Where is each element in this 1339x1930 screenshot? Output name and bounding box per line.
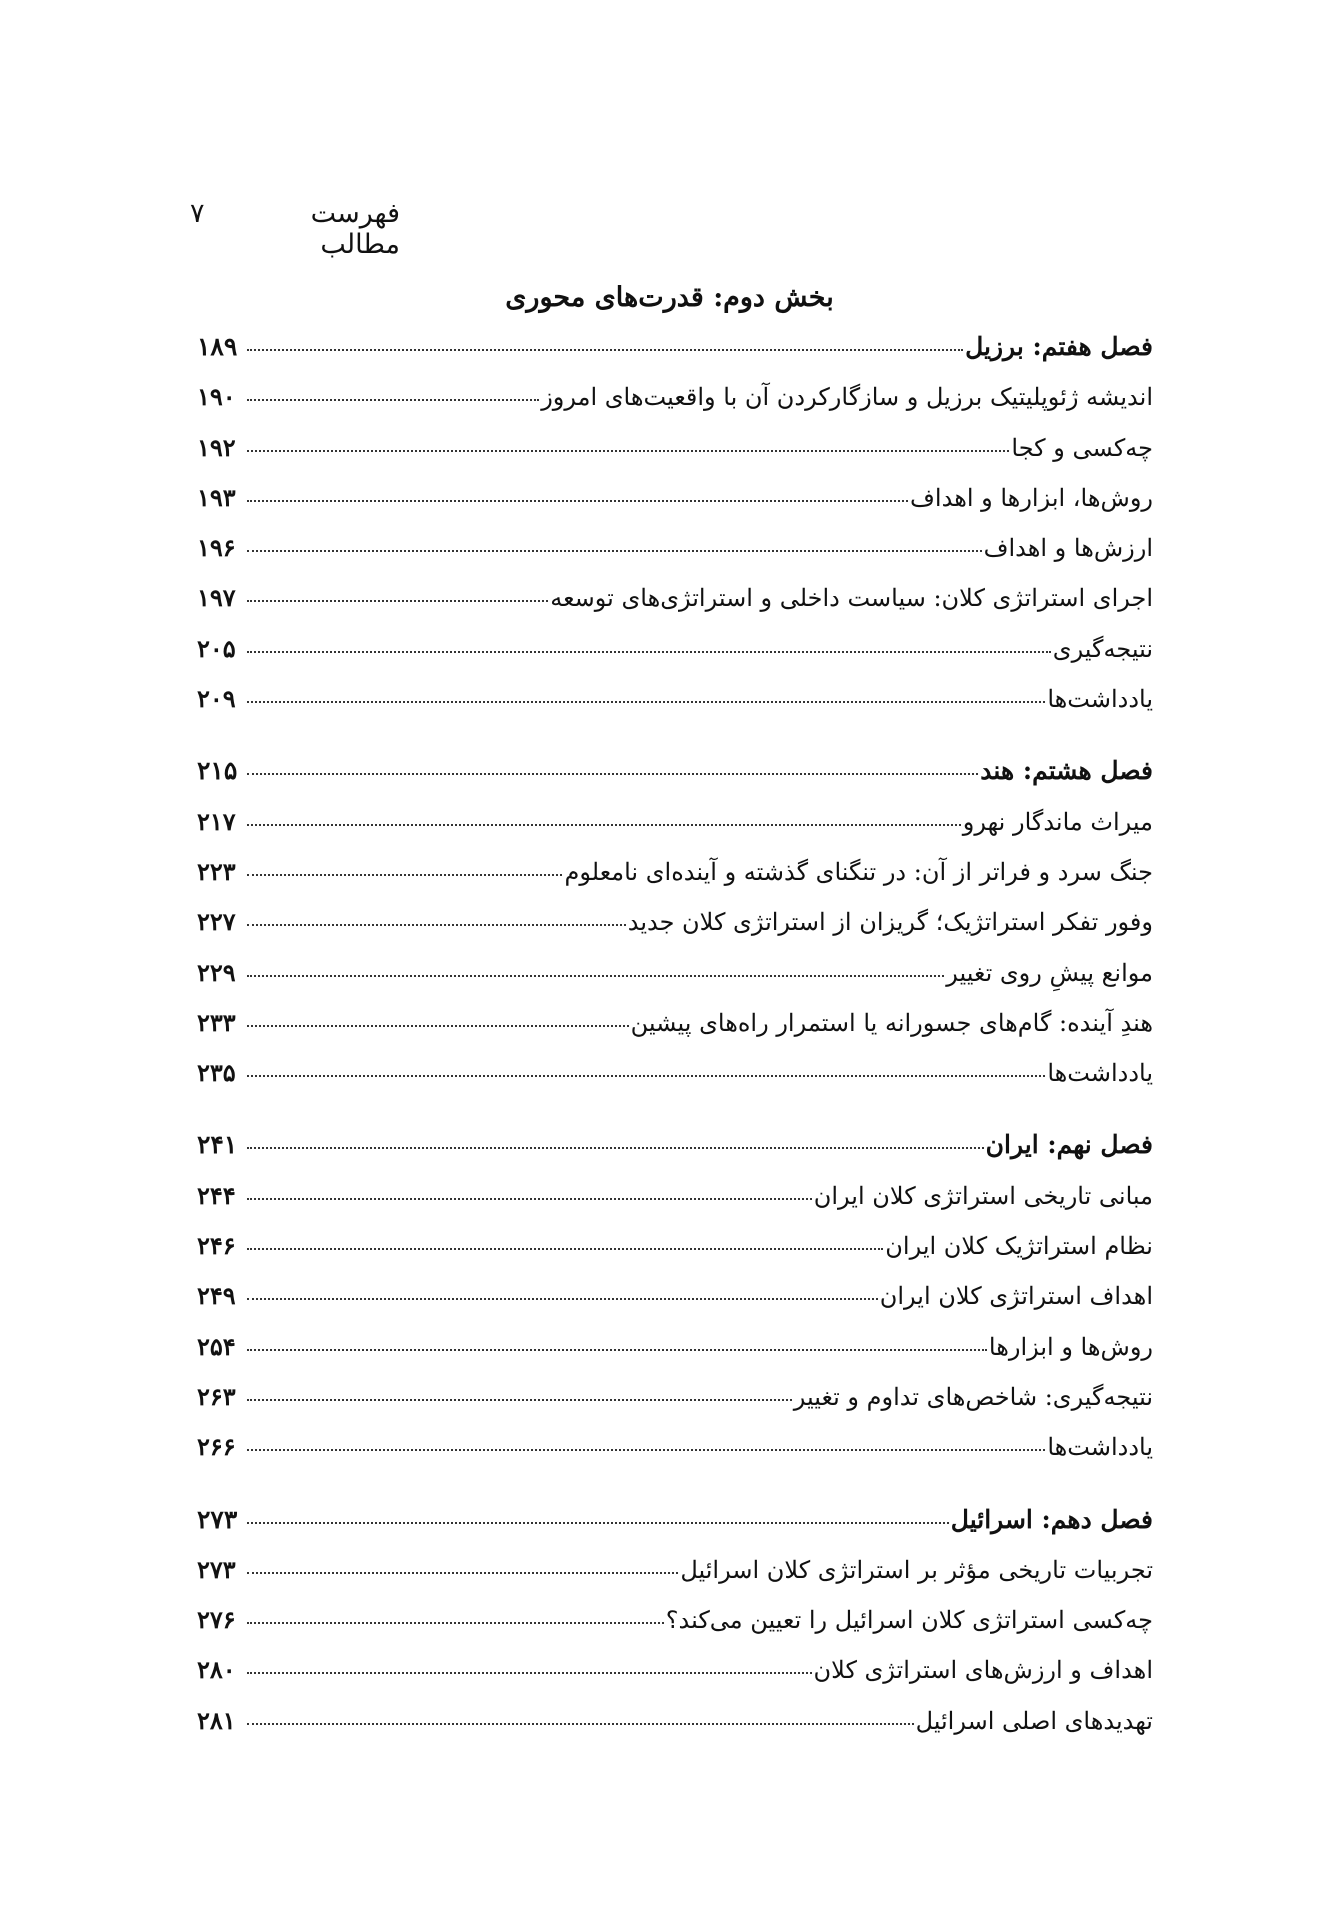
dot-leader [247, 1672, 812, 1674]
toc-entry[interactable] [197, 857, 1153, 907]
toc-entry[interactable] [197, 1382, 1153, 1432]
entry-page-number: ۲۷۳ [197, 1554, 236, 1584]
running-header-title: فهرست مطالب [310, 198, 400, 260]
entry-page-number: ۲۰۹ [197, 684, 236, 714]
entry-page-number: ۲۲۹ [197, 957, 236, 987]
dot-leader [247, 1025, 629, 1027]
entry-title: موانع پیشِ روی تغییر [946, 958, 1153, 987]
dot-leader [247, 1349, 987, 1351]
dot-leader [247, 550, 982, 552]
dot-leader [247, 824, 961, 826]
dot-leader [247, 1075, 1045, 1077]
dot-leader [247, 924, 626, 926]
entry-title: فصل هشتم: هند [980, 756, 1153, 786]
toc-entry[interactable] [197, 907, 1153, 957]
entry-title: یادداشت‌ها [1047, 1059, 1153, 1088]
dot-leader [247, 1572, 678, 1574]
entry-title: هندِ آینده: گام‌های جسورانه یا استمرار راه‌های پیشین [630, 1008, 1153, 1037]
entry-title: روش‌ها، ابزارها و اهداف [910, 483, 1153, 512]
entry-title: تجربیات تاریخی مؤثر بر استراتژی کلان اسرائیل [680, 1555, 1153, 1584]
entry-title: چه‌کسی و کجا [1011, 433, 1153, 462]
chapter-block [197, 1505, 1153, 1756]
entry-page-number: ۲۰۵ [197, 633, 236, 663]
entry-title: اندیشه ژئوپلیتیک برزیل و سازگارکردن آن با واقعیت‌های امروز [541, 383, 1153, 412]
running-header [190, 198, 400, 260]
chapter-heading[interactable] [197, 756, 1153, 806]
entry-title: اجرای استراتژی کلان: سیاست داخلی و استراتژی‌های توسعه [550, 584, 1153, 613]
entry-page-number: ۲۶۳ [197, 1381, 236, 1411]
entry-page-number: ۱۹۲ [197, 432, 236, 462]
toc-entry[interactable] [197, 1231, 1153, 1281]
entry-title: چه‌کسی استراتژی کلان اسرائیل را تعیین می‌کند؟ [665, 1606, 1153, 1635]
toc-entry[interactable] [197, 1555, 1153, 1605]
entry-page-number: ۲۶۶ [197, 1432, 236, 1462]
entry-title: اهداف استراتژی کلان ایران [879, 1282, 1153, 1311]
chapter-heading[interactable] [197, 1505, 1153, 1555]
entry-page-number: ۱۹۳ [197, 482, 236, 512]
entry-title: اهداف و ارزش‌های استراتژی کلان [813, 1656, 1153, 1685]
dot-leader [247, 1449, 1045, 1451]
toc-entry[interactable] [197, 483, 1153, 533]
dot-leader [247, 1622, 664, 1624]
entry-title: فصل دهم: اسرائیل [950, 1504, 1153, 1534]
entry-title: جنگ سرد و فراتر از آن: در تنگنای گذشته و آینده‌ای نامعلوم [564, 857, 1153, 886]
chapter-heading[interactable] [197, 332, 1153, 382]
entry-title: ارزش‌ها و اهداف [983, 534, 1153, 563]
entry-page-number: ۲۵۴ [197, 1331, 236, 1361]
table-of-contents [197, 332, 1153, 1778]
toc-entry[interactable] [197, 1181, 1153, 1231]
toc-entry[interactable] [197, 1332, 1153, 1382]
toc-entry[interactable] [197, 583, 1153, 633]
toc-entry[interactable] [197, 1655, 1153, 1705]
entry-title: وفور تفکر استراتژیک؛ گریزان از استراتژی کلان جدید [627, 908, 1153, 937]
toc-entry[interactable] [197, 1008, 1153, 1058]
entry-page-number: ۲۲۳ [197, 856, 236, 886]
part-title: بخش دوم: قدرت‌های محوری [505, 282, 834, 313]
entry-page-number: ۱۸۹ [197, 332, 238, 361]
entry-page-number: ۲۱۵ [197, 756, 238, 786]
toc-entry[interactable] [197, 634, 1153, 684]
dot-leader [247, 701, 1045, 703]
page-number: ۷ [190, 198, 205, 229]
dot-leader [247, 1147, 984, 1149]
entry-page-number: ۱۹۰ [197, 382, 236, 412]
chapter-block [197, 332, 1153, 734]
entry-page-number: ۲۴۶ [197, 1231, 236, 1261]
entry-page-number: ۲۸۰ [197, 1655, 236, 1685]
dot-leader [247, 500, 908, 502]
dot-leader [247, 874, 562, 876]
dot-leader [247, 349, 963, 351]
dot-leader [247, 651, 1051, 653]
entry-title: نظام استراتژیک کلان ایران [885, 1232, 1153, 1261]
entry-page-number: ۱۹۷ [197, 583, 236, 613]
entry-title: فصل نهم: ایران [985, 1130, 1153, 1160]
chapter-block [197, 756, 1153, 1108]
entry-title: میراث ماندگار نهرو [962, 807, 1153, 836]
entry-page-number: ۲۳۵ [197, 1058, 236, 1088]
dot-leader [247, 975, 944, 977]
entry-page-number: ۲۷۳ [197, 1504, 238, 1534]
toc-entry[interactable] [197, 1058, 1153, 1108]
dot-leader [247, 1723, 914, 1725]
entry-page-number: ۲۸۱ [197, 1705, 236, 1735]
entry-page-number: ۱۹۶ [197, 533, 236, 563]
entry-page-number: ۲۳۳ [197, 1007, 236, 1037]
entry-page-number: ۲۴۹ [197, 1281, 236, 1311]
toc-entry[interactable] [197, 1706, 1153, 1756]
entry-title: نتیجه‌گیری: شاخص‌های تداوم و تغییر [793, 1382, 1153, 1411]
entry-page-number: ۲۱۷ [197, 806, 236, 836]
chapter-heading[interactable] [197, 1130, 1153, 1180]
toc-entry[interactable] [197, 684, 1153, 734]
toc-entry[interactable] [197, 958, 1153, 1008]
entry-title: تهدیدهای اصلی اسرائیل [915, 1706, 1153, 1735]
toc-entry[interactable] [197, 533, 1153, 583]
entry-page-number: ۲۲۷ [197, 907, 236, 937]
entry-title: فصل هفتم: برزیل [965, 332, 1153, 361]
entry-page-number: ۲۷۶ [197, 1605, 236, 1635]
entry-page-number: ۲۴۱ [197, 1130, 238, 1160]
dot-leader [247, 1522, 949, 1524]
entry-page-number: ۲۴۴ [197, 1180, 236, 1210]
toc-entry[interactable] [197, 433, 1153, 483]
toc-entry[interactable] [197, 1605, 1153, 1655]
dot-leader [247, 399, 539, 401]
dot-leader [247, 1399, 792, 1401]
entry-title: نتیجه‌گیری [1052, 634, 1153, 663]
dot-leader [247, 1298, 878, 1300]
entry-title: یادداشت‌ها [1047, 1433, 1153, 1462]
dot-leader [247, 1198, 812, 1200]
toc-entry[interactable] [197, 382, 1153, 432]
entry-title: یادداشت‌ها [1047, 685, 1153, 714]
toc-entry[interactable] [197, 807, 1153, 857]
entry-title: روش‌ها و ابزارها [988, 1332, 1153, 1361]
toc-entry[interactable] [197, 1281, 1153, 1331]
dot-leader [247, 1248, 883, 1250]
toc-entry[interactable] [197, 1432, 1153, 1482]
dot-leader [247, 450, 1009, 452]
entry-title: مبانی تاریخی استراتژی کلان ایران [813, 1181, 1153, 1210]
chapter-block [197, 1130, 1153, 1482]
dot-leader [247, 773, 978, 775]
dot-leader [247, 600, 548, 602]
